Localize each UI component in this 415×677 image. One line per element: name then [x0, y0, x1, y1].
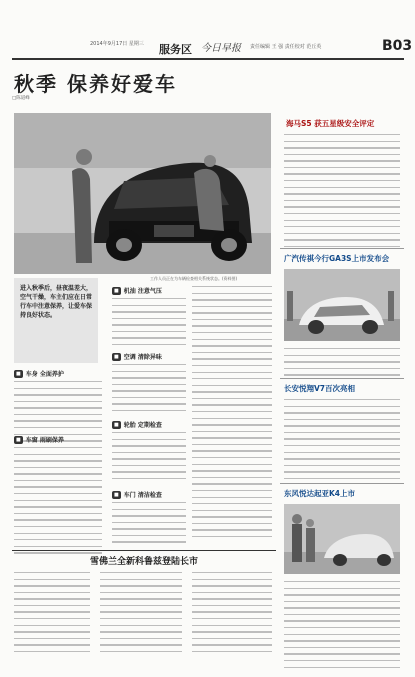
- right-divider-1: [280, 248, 404, 249]
- subhead-body: ■ 车身 全面养护: [16, 370, 64, 378]
- right-column: [280, 112, 404, 672]
- subhead-tag: ■: [114, 287, 119, 294]
- right-title-4: 东风悦达起亚K4上市: [284, 489, 356, 498]
- main-photo: [14, 113, 271, 274]
- body-text-5: [112, 432, 186, 485]
- car-show-photo: [14, 113, 271, 274]
- right-text-4: [284, 581, 400, 673]
- k4-launch-photo: [284, 504, 400, 574]
- body-text-7: [192, 286, 272, 543]
- subhead-ac: ■ 空调 清除异味: [114, 353, 162, 361]
- right-photo-2: [284, 504, 400, 574]
- bottom-text-3: [192, 572, 272, 658]
- subhead-tag: ■: [16, 370, 21, 377]
- body-text-2: [14, 447, 102, 559]
- page-header: [12, 38, 413, 60]
- right-title-2: 广汽传祺今行GA3S上市发布会: [284, 254, 390, 263]
- right-text-3: [284, 399, 400, 485]
- subhead-oil: ■ 机油 注意气压: [114, 287, 162, 295]
- subhead-doors: ■ 车门 清洁检查: [114, 491, 162, 499]
- body-text-4: [112, 364, 186, 417]
- bottom-headline: 雪佛兰全新科鲁兹登陆长市: [89, 557, 198, 567]
- bottom-text-1: [14, 572, 90, 658]
- bottom-rule: [12, 550, 276, 551]
- byline: □陈道峰: [12, 96, 30, 101]
- body-text-3: [112, 298, 186, 351]
- right-title-1: 海马S5 获五星级安全评定: [286, 119, 375, 128]
- main-headline: 秋季 保养好爱车: [14, 72, 177, 96]
- subhead-tag: ■: [114, 421, 119, 428]
- subhead-tag: ■: [114, 491, 119, 498]
- right-divider-3: [280, 483, 404, 484]
- header-section: 服务区: [159, 43, 192, 56]
- header-logo: 今日早报: [201, 43, 241, 54]
- subhead-tires: ■ 轮胎 定期检查: [114, 421, 162, 429]
- right-photo-1: [284, 269, 400, 341]
- bottom-text-2: [100, 572, 182, 658]
- page-number: B03: [382, 38, 413, 54]
- subhead-tag: ■: [114, 353, 119, 360]
- pull-quote-text: 进入秋季后，昼夜温差大，空气干燥，车主们应在日常行车中注意保养，让爱车保持良好状态。: [20, 285, 93, 319]
- right-divider-2: [280, 378, 404, 379]
- pull-quote: [14, 278, 98, 363]
- header-date: 2014年9月17日 星期三: [90, 41, 144, 47]
- right-text-2: [284, 348, 400, 381]
- right-title-3: 长安悦翔V7百次亮相: [284, 384, 356, 393]
- right-text-1: [284, 134, 400, 252]
- subhead-tag: ■: [16, 436, 21, 443]
- subhead-wipers: ■ 车窗 雨刷保养: [16, 436, 64, 444]
- photo-caption: 工作人员正在为车辆检查相关系统状态。(资料图): [150, 276, 238, 281]
- body-text-6: [112, 502, 186, 548]
- header-meta: 责任编辑 王 强 责任校对 范丘英: [250, 44, 322, 50]
- ga3s-car-photo: [284, 269, 400, 341]
